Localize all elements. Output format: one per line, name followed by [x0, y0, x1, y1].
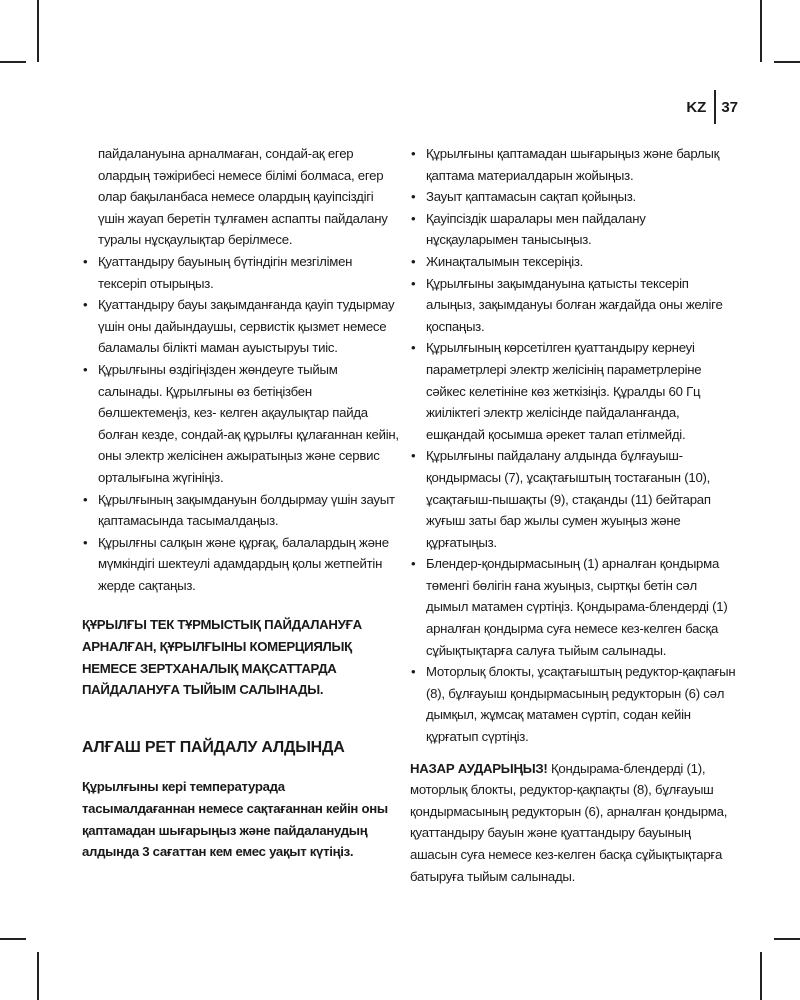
bullet-icon: •	[411, 210, 416, 226]
continuation-paragraph: пайдалануына арналмаған, сондай-ақ егер олардың тәжірибесі немесе білімі болмаса, егер олар бақыланбаса немесе олардың қауіпсіздігі үшін жауап беретін тұлғамен аспапты пайдалану туралы нұсқаулықтар берілмесе.	[98, 146, 388, 248]
crop-mark-bottom-left-h	[0, 938, 26, 940]
list-item	[82, 532, 400, 597]
language-code: KZ	[686, 98, 707, 116]
list-item	[410, 186, 740, 208]
bullet-icon: •	[83, 297, 88, 313]
list-item	[82, 251, 400, 294]
list-item	[410, 661, 740, 747]
attention-label: НАЗАР АУДАРЫҢЫЗ!	[410, 760, 548, 776]
bullet-icon: •	[411, 189, 416, 205]
section-title: АЛҒАШ РЕТ ПАЙДАЛУ АЛДЫНДА	[82, 738, 345, 756]
bullet-icon: •	[411, 448, 416, 464]
list-item-text: Моторлық блокты, ұсақтағыштың редуктор-қақпағын (8), бұлғауыш қондырмасының редукторын (6) сәл дымқыл, жұмсақ матамен сүртіп, содан кейін құрғатып сүртіңіз.	[426, 664, 736, 745]
bullet-icon: •	[411, 664, 416, 680]
list-item-text: Құрылғының көрсетілген қуаттандыру кернеуі параметрлері электр желісінің параметрлеріне сәйкес келетініне көз жеткізіңіз. Құралды 60 Гц жиіліктегі электр желісінде пайдаланғанда, ешқандай қосымша әрекет талап етілмейді.	[426, 340, 702, 442]
list-item-text: Құрылғыны пайдалану алдында бұлғауыш-қондырмасы (7), ұсақтағыштың тостағанын (10), ұсақтағыш-пышақты (9), стақанды (11) бейтарап жуғыш заты бар жылы сумен жуыңыз және құрғатыңыз.	[426, 448, 711, 550]
list-item	[410, 337, 740, 445]
list-item-text: Құрылғыны қаптамадан шығарыңыз және барлық қаптама материалдарын жойыңыз.	[426, 146, 720, 183]
list-item	[82, 489, 400, 532]
list-item-text: Құрылғыны өздігіңізден жөндеуге тыйым салынады. Құрылғыны өз бетіңізбен бөлшектемеңіз, кез- келген ақаулықтар пайда болған кезде, сондай-ақ құрылғы құлағаннан кейін, оны электр желісінен ажыратыңыз және сервис орталығына жүгініңіз.	[98, 361, 399, 485]
list-item-text: Қуаттандыру бауы зақымданғанда қауіп тудырмау үшін оны дайындаушы, сервистік қызмет немесе баламалы білікті маман ауыстыруы тиіс.	[98, 297, 395, 356]
list-item-text: Құрылғыны зақымдануына қатысты тексеріп алыңыз, зақымдануы болған жағдайда оны желіге қоспаңыз.	[426, 275, 723, 334]
list-item-text: Қуаттандыру бауының бүтіндігін мезгілімен тексеріп отырыңыз.	[98, 253, 353, 291]
household-use-warning: ҚҰРЫЛҒЫ ТЕК ТҰРМЫСТЫҚ ПАЙДАЛАНУҒА АРНАЛҒАН, ҚҰРЫЛҒЫНЫ КОМЕРЦИЯЛЫҚ НЕМЕСЕ ЗЕРТХАНАЛЫҚ МАҚСАТТАРДА ПАЙДАЛАНУҒА ТЫЙЫМ САЛЫНАДЫ.	[82, 617, 362, 698]
bullet-icon: •	[83, 534, 88, 550]
list-item	[410, 251, 740, 273]
header-divider	[714, 90, 716, 124]
crop-mark-top-left-h	[0, 61, 26, 63]
list-item-text: Жинақталымын тексеріңіз.	[426, 253, 584, 269]
right-column	[410, 143, 740, 887]
list-item-text: Құрылғны салқын және құрғақ, балалардың және мүмкіндігі шектеулі адамдардың қолы жетпейтін жерде сақтаңыз.	[98, 534, 389, 593]
bullet-icon: •	[411, 340, 416, 356]
crop-mark-bottom-left-v	[37, 952, 39, 1000]
list-item-text: Зауыт қаптамасын сақтап қойыңыз.	[426, 189, 636, 205]
crop-mark-top-left-v	[37, 0, 39, 62]
list-item	[410, 553, 740, 661]
list-item-text: Қауіпсіздік шаралары мен пайдалану нұсқауларымен танысыңыз.	[426, 210, 646, 248]
crop-mark-top-right-h	[774, 61, 800, 63]
bullet-icon: •	[83, 491, 88, 507]
bullet-icon: •	[411, 253, 416, 269]
list-item	[82, 294, 400, 359]
bullet-icon: •	[411, 146, 416, 161]
list-item	[82, 359, 400, 489]
page-number: 37	[721, 98, 738, 116]
bullet-icon: •	[83, 361, 88, 377]
page-header	[686, 90, 738, 124]
attention-text: Қондырама-блендерді (1), моторлық блокты, редуктор-қақпақты (8), бұлғауыш қондырмасының редукторын (6), арналған қондырма, қуаттандыру бауын және қуаттандыру бауының ашасын суға немесе кез-келген басқа сұйықтықтарға батыруға тыйым салынады.	[410, 760, 728, 884]
attention-note	[410, 758, 740, 888]
section-intro-text: Құрылғыны кері температурада тасымалдағаннан немесе сақтағаннан кейін оны қаптамадан шығарыңыз және пайдаланудың алдында 3 сағаттан кем емес уақыт күтіңіз.	[82, 779, 388, 860]
list-item	[410, 273, 740, 338]
crop-mark-top-right-v	[760, 0, 762, 62]
left-column	[82, 143, 400, 863]
list-item-text: Құрылғының зақымдануын болдырмау үшін зауыт қаптамасында тасымалдаңыз.	[98, 491, 395, 529]
list-item	[410, 208, 740, 251]
crop-mark-bottom-right-h	[774, 938, 800, 940]
bullet-icon: •	[411, 556, 416, 572]
list-item	[410, 143, 740, 186]
list-item	[410, 445, 740, 553]
bullet-icon: •	[83, 253, 88, 269]
crop-mark-bottom-right-v	[760, 952, 762, 1000]
bullet-icon: •	[411, 275, 416, 291]
list-item-text: Блендер-қондырмасының (1) арналған қондырма төменгі бөлігін ғана жуыңыз, сыртқы бетін сәл дымыл матамен сүртіңіз. Қондырама-блендерді (1) арналған қондырма суға немесе кез-келген басқа сұйықтықтарға салуға тыйым салынады.	[426, 556, 728, 658]
